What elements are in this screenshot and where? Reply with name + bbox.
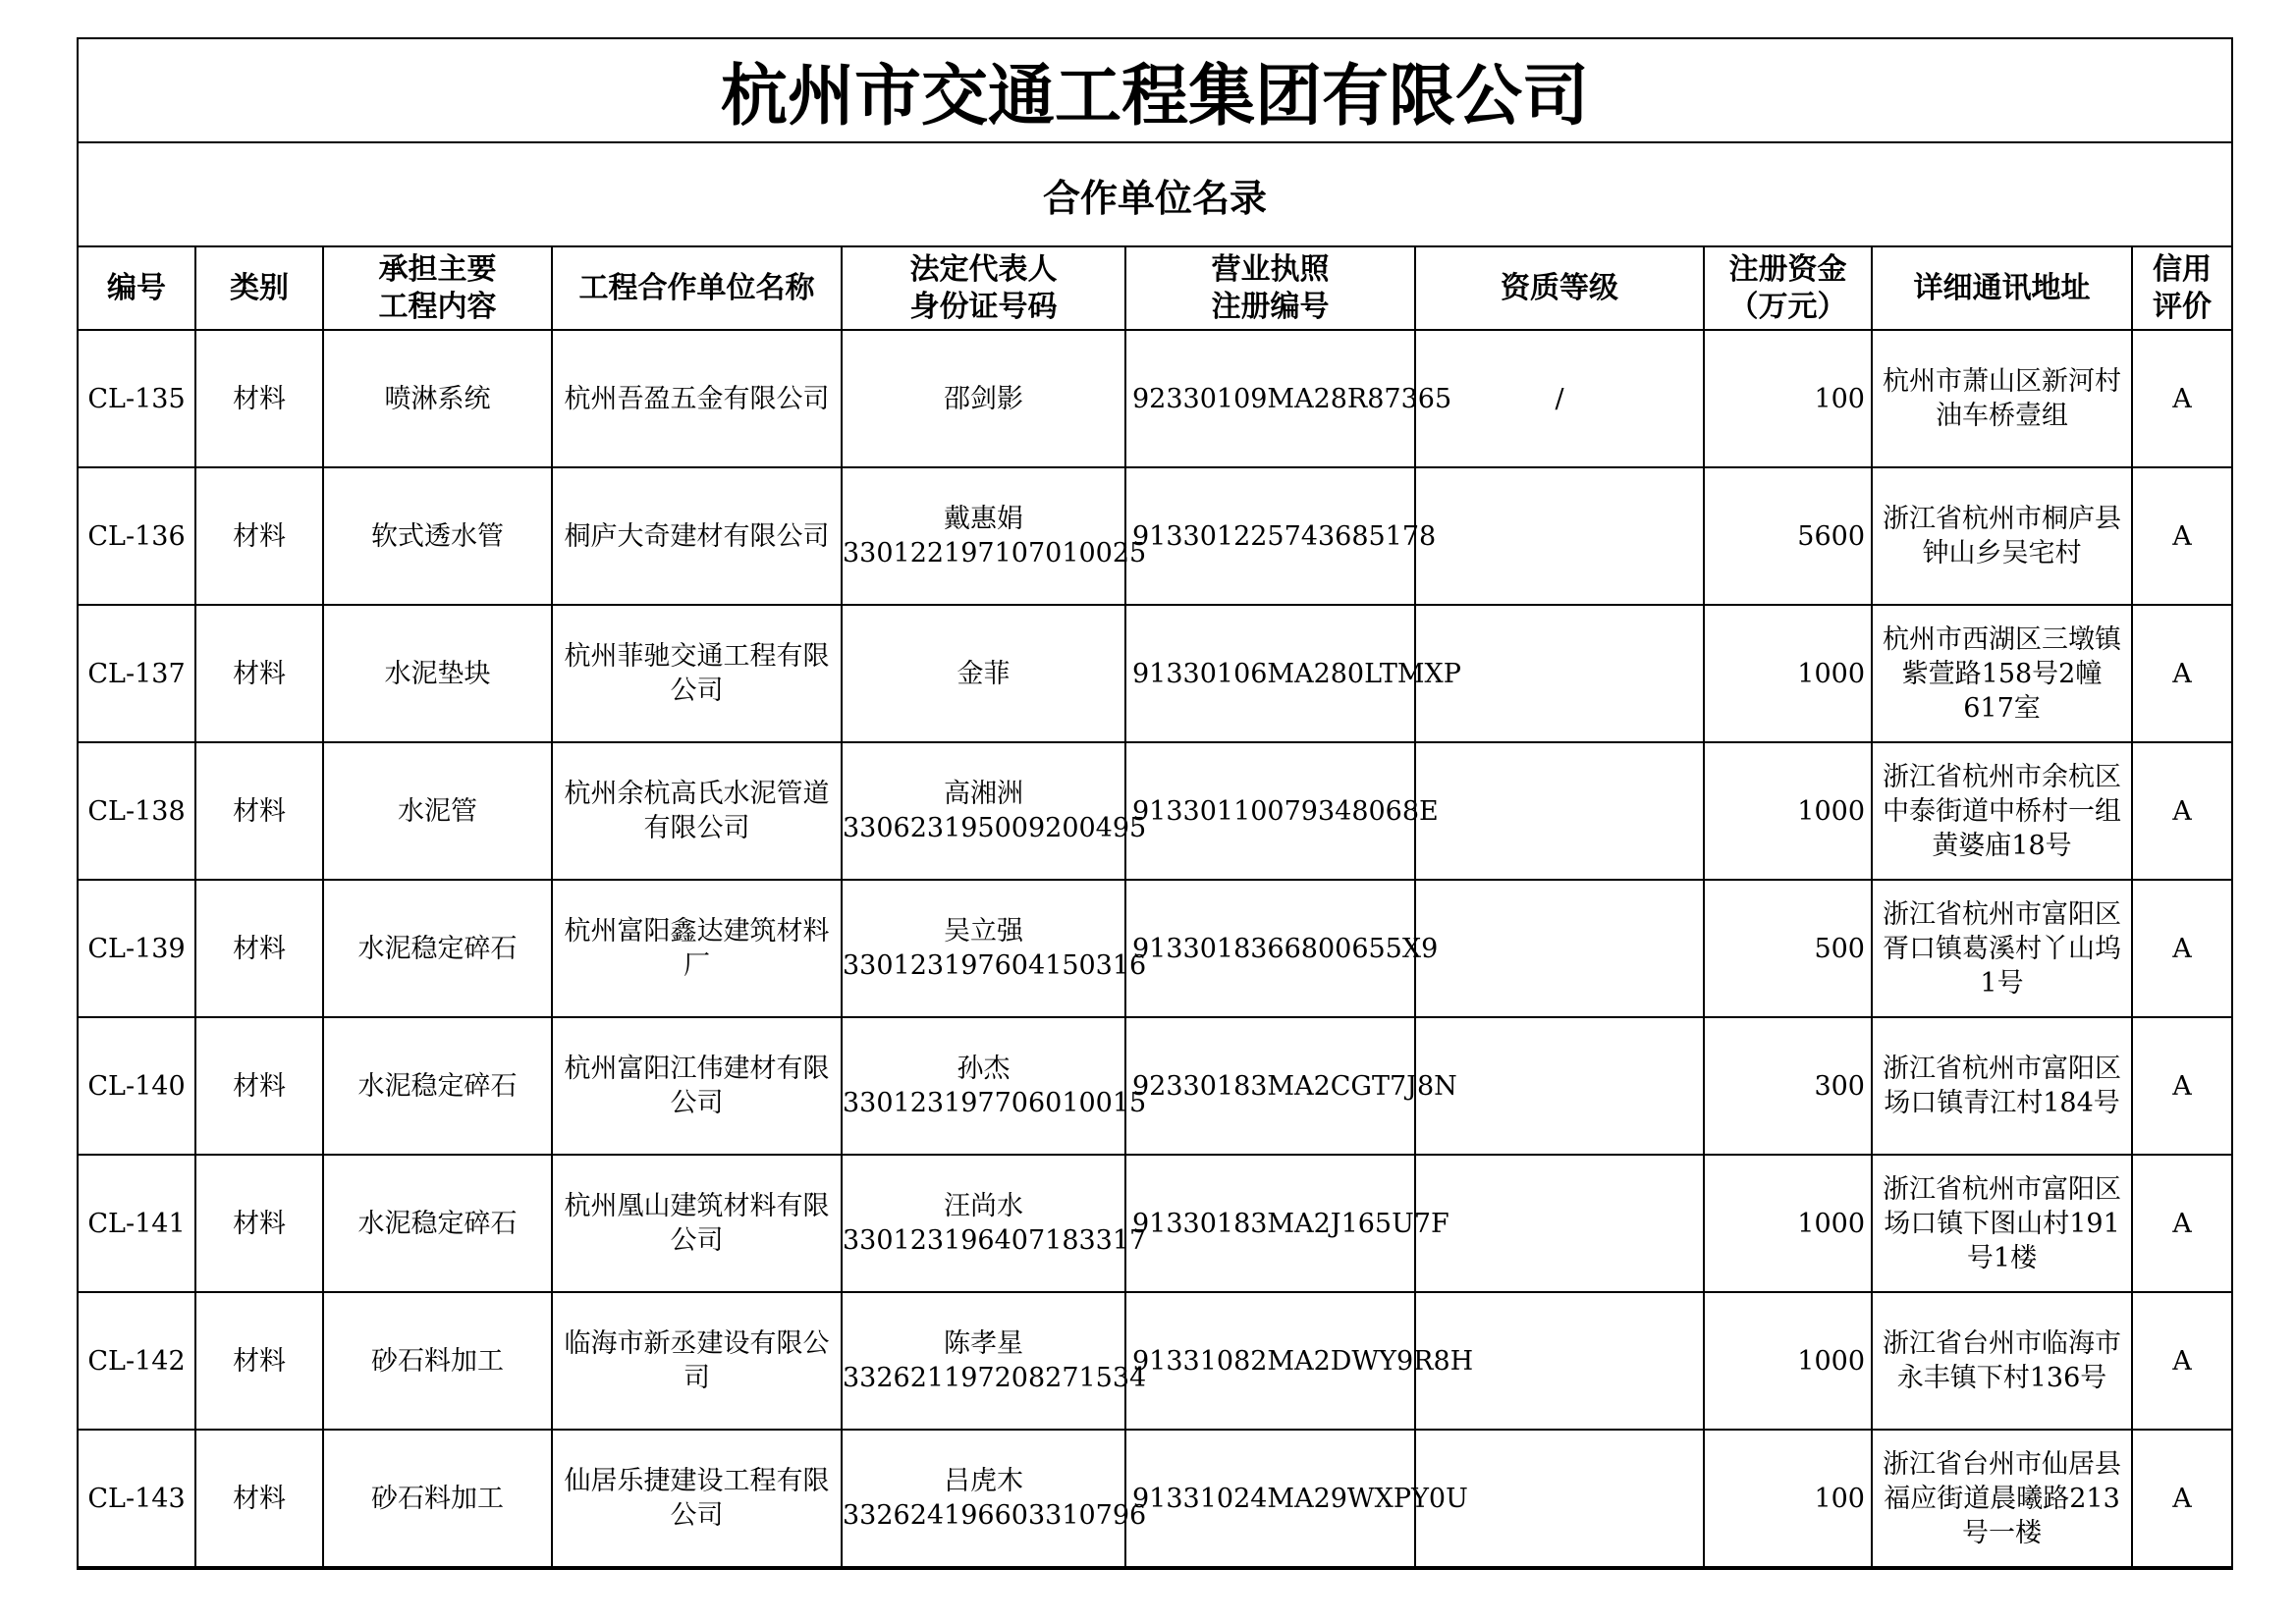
cell-capital-text: 1000 (1797, 1345, 1865, 1377)
cell-capital-text: 5600 (1797, 520, 1865, 552)
cell-address-text: 杭州市萧山区新河村油车桥壹组 (1883, 366, 2121, 431)
cell-category-text: 材料 (233, 520, 286, 552)
cell-content-text: 砂石料加工 (371, 1345, 504, 1377)
cell-qualification (1415, 330, 1704, 467)
cell-address-text: 浙江省杭州市余杭区中泰街道中桥村一组黄婆庙18号 (1883, 761, 2121, 861)
cell-id-text: CL-141 (87, 1208, 186, 1239)
cell-id-text: CL-139 (87, 933, 186, 964)
cell-qualification (1415, 880, 1704, 1017)
cell-partner-name (552, 1292, 842, 1430)
cell-id (79, 880, 195, 1017)
cell-partner-name (552, 467, 842, 605)
cell-content (323, 605, 552, 742)
legal-rep-id-number: 330122197107010025 (843, 538, 1147, 568)
cell-address-text: 浙江省台州市仙居县福应街道晨曦路213号一楼 (1883, 1448, 2121, 1548)
cell-id (79, 1017, 195, 1155)
cell-partner-name-text: 临海市新丞建设有限公司 (564, 1328, 830, 1393)
cell-category (195, 605, 323, 742)
cell-address-text: 浙江省台州市临海市永丰镇下村136号 (1883, 1328, 2121, 1393)
legal-rep-id-number: 332624196603310796 (843, 1500, 1147, 1531)
header-capital-line2: （万元） (1728, 289, 1847, 324)
cell-partner-name-text: 杭州富阳江伟建材有限公司 (564, 1054, 830, 1118)
cell-credit (2132, 467, 2231, 605)
cell-credit (2132, 1292, 2231, 1430)
cell-credit-text: A (2172, 1070, 2192, 1102)
header-content-line1: 承担主要 (378, 251, 497, 287)
header-content-line2: 工程内容 (378, 289, 497, 324)
cell-id (79, 1430, 195, 1567)
cell-license (1125, 1292, 1474, 1430)
cell-capital (1704, 1430, 1872, 1567)
cell-address-text: 浙江省杭州市富阳区胥口镇葛溪村丫山坞1号 (1883, 898, 2121, 999)
cell-address (1872, 742, 2132, 880)
table-row (79, 1430, 2231, 1567)
legal-rep-id-number: 330123196407183317 (843, 1225, 1147, 1256)
cell-id (79, 330, 195, 467)
cell-content-text: 软式透水管 (371, 520, 504, 552)
cell-content (323, 880, 552, 1017)
cell-id (79, 605, 195, 742)
cell-license-text: 9133018366800655X9 (1132, 933, 1439, 964)
cell-id-text: CL-140 (87, 1070, 186, 1102)
header-address: 详细通讯地址 (1872, 246, 2132, 330)
cell-capital (1704, 1292, 1872, 1430)
cell-license (1125, 742, 1439, 880)
cell-id-text: CL-135 (87, 383, 186, 414)
table-row (79, 1155, 2231, 1292)
header-credit (2132, 246, 2231, 330)
cell-content (323, 467, 552, 605)
table-row (79, 1292, 2231, 1430)
legal-rep-name: 吕虎木 (944, 1466, 1023, 1496)
cell-license (1125, 880, 1439, 1017)
header-legal-rep-line2: 身份证号码 (909, 289, 1058, 324)
cell-partner-name (552, 605, 842, 742)
cell-category-text: 材料 (233, 933, 286, 964)
header-credit-line1: 信用 (2153, 251, 2213, 287)
cell-license-text: 91331024MA29WXPY0U (1132, 1483, 1468, 1514)
cell-license (1125, 605, 1461, 742)
cell-partner-name (552, 1017, 842, 1155)
cell-content (323, 1292, 552, 1430)
cell-id (79, 467, 195, 605)
cell-credit (2132, 742, 2231, 880)
cell-category-text: 材料 (233, 1345, 286, 1377)
cell-address (1872, 605, 2132, 742)
cell-address (1872, 1017, 2132, 1155)
table-row (79, 880, 2231, 1017)
cell-capital (1704, 1017, 1872, 1155)
cell-license (1125, 467, 1437, 605)
cell-content (323, 330, 552, 467)
cell-partner-name-text: 杭州余杭高氏水泥管道有限公司 (564, 779, 830, 843)
cell-content-text: 水泥垫块 (384, 658, 491, 689)
cell-category (195, 467, 323, 605)
cell-credit (2132, 330, 2231, 467)
cell-address-text: 浙江省杭州市富阳区场口镇青江村184号 (1883, 1054, 2121, 1118)
cell-id (79, 1292, 195, 1430)
cell-qualification (1415, 742, 1704, 880)
header-id: 编号 (79, 246, 195, 330)
cell-capital-text: 1000 (1797, 795, 1865, 827)
cell-address (1872, 880, 2132, 1017)
cell-id-text: CL-143 (87, 1483, 186, 1514)
cell-address-text: 浙江省杭州市桐庐县钟山乡吴宅村 (1883, 504, 2121, 568)
legal-rep-name: 金菲 (957, 658, 1011, 689)
legal-rep-name: 陈孝星 (944, 1328, 1023, 1359)
header-license-line2: 注册编号 (1211, 289, 1330, 324)
cell-qualification (1415, 1155, 1704, 1292)
cell-legal-rep (842, 1292, 1147, 1430)
cell-address-text: 浙江省杭州市富阳区场口镇下图山村191号1楼 (1883, 1173, 2121, 1273)
cell-content-text: 水泥稳定碎石 (357, 933, 518, 964)
legal-rep-name: 高湘洲 (944, 779, 1023, 809)
cell-content-text: 喷淋系统 (384, 383, 491, 414)
table-row (79, 605, 2231, 742)
legal-rep-name: 戴惠娟 (944, 504, 1023, 534)
cell-license (1125, 1017, 1457, 1155)
cell-capital-text: 1000 (1797, 1208, 1865, 1239)
cell-content-text: 水泥稳定碎石 (357, 1070, 518, 1102)
cell-category (195, 1430, 323, 1567)
cell-license-text: 92330183MA2CGT7J8N (1132, 1070, 1457, 1102)
header-license-line1: 营业执照 (1211, 251, 1330, 287)
legal-rep-id-number: 330623195009200495 (843, 813, 1147, 843)
cell-capital (1704, 880, 1872, 1017)
cell-credit (2132, 880, 2231, 1017)
cell-category-text: 材料 (233, 1070, 286, 1102)
partner-directory-sheet (77, 37, 2233, 1570)
cell-category-text: 材料 (233, 658, 286, 689)
header-content (323, 246, 552, 330)
header-partner-name: 工程合作单位名称 (552, 246, 842, 330)
cell-category (195, 1292, 323, 1430)
cell-capital (1704, 1155, 1872, 1292)
cell-partner-name (552, 1155, 842, 1292)
header-capital (1704, 246, 1872, 330)
cell-credit-text: A (2172, 1345, 2192, 1377)
cell-partner-name-text: 杭州凰山建筑材料有限公司 (564, 1191, 830, 1256)
cell-credit (2132, 605, 2231, 742)
cell-id (79, 1155, 195, 1292)
cell-qualification (1415, 1017, 1704, 1155)
cell-address (1872, 1430, 2132, 1567)
cell-partner-name-text: 杭州菲驰交通工程有限公司 (564, 641, 830, 706)
legal-rep-id-number: 330123197706010015 (843, 1088, 1147, 1118)
cell-qualification (1415, 467, 1704, 605)
cell-capital (1704, 467, 1872, 605)
cell-category-text: 材料 (233, 795, 286, 827)
cell-capital-text: 500 (1814, 933, 1865, 964)
cell-qualification-text: / (1555, 383, 1564, 414)
cell-credit-text: A (2172, 795, 2192, 827)
cell-partner-name-text: 杭州富阳鑫达建筑材料厂 (564, 916, 830, 981)
cell-category-text: 材料 (233, 1483, 286, 1514)
cell-legal-rep (842, 1017, 1147, 1155)
cell-category-text: 材料 (233, 1208, 286, 1239)
cell-address (1872, 467, 2132, 605)
cell-license-text: 91330183MA2J165U7F (1132, 1208, 1449, 1239)
header-legal-rep (842, 246, 1125, 330)
header-credit-line2: 评价 (2153, 289, 2213, 324)
header-capital-line1: 注册资金 (1728, 251, 1847, 287)
cell-license-text: 913301225743685178 (1132, 520, 1437, 552)
cell-address (1872, 330, 2132, 467)
legal-rep-name: 孙杰 (957, 1054, 1011, 1084)
cell-id-text: CL-138 (87, 795, 186, 827)
cell-credit-text: A (2172, 658, 2192, 689)
cell-category (195, 1017, 323, 1155)
cell-legal-rep (842, 605, 1125, 742)
cell-legal-rep (842, 1155, 1147, 1292)
header-category: 类别 (195, 246, 323, 330)
cell-id-text: CL-142 (87, 1345, 186, 1377)
legal-rep-name: 邵剑影 (944, 383, 1023, 414)
directory-subtitle: 合作单位名录 (79, 142, 2231, 246)
cell-partner-name (552, 880, 842, 1017)
legal-rep-name: 汪尚水 (944, 1191, 1023, 1221)
cell-capital (1704, 742, 1872, 880)
cell-credit-text: A (2172, 383, 2192, 414)
cell-credit (2132, 1155, 2231, 1292)
cell-partner-name-text: 杭州吾盈五金有限公司 (564, 383, 830, 414)
table-header-row (79, 246, 2231, 330)
cell-license-text: 92330109MA28R87365 (1132, 383, 1452, 414)
cell-legal-rep (842, 880, 1147, 1017)
cell-content (323, 1155, 552, 1292)
legal-rep-name: 吴立强 (944, 916, 1023, 947)
cell-partner-name (552, 330, 842, 467)
cell-category (195, 1155, 323, 1292)
cell-capital-text: 100 (1814, 1483, 1865, 1514)
cell-credit-text: A (2172, 520, 2192, 552)
header-qualification: 资质等级 (1415, 246, 1704, 330)
table-row (79, 742, 2231, 880)
cell-credit-text: A (2172, 1483, 2192, 1514)
table-row (79, 467, 2231, 605)
cell-license (1125, 1155, 1449, 1292)
cell-capital-text: 300 (1814, 1070, 1865, 1102)
cell-id (79, 742, 195, 880)
cell-content (323, 1017, 552, 1155)
cell-content (323, 1430, 552, 1567)
cell-capital-text: 100 (1814, 383, 1865, 414)
cell-category (195, 330, 323, 467)
cell-credit-text: A (2172, 933, 2192, 964)
cell-id-text: CL-136 (87, 520, 186, 552)
cell-content-text: 水泥稳定碎石 (357, 1208, 518, 1239)
cell-category-text: 材料 (233, 383, 286, 414)
cell-license-text: 91331082MA2DWY9R8H (1132, 1345, 1474, 1377)
legal-rep-id-number: 332621197208271534 (843, 1363, 1147, 1393)
company-title: 杭州市交通工程集团有限公司 (79, 39, 2231, 142)
cell-partner-name-text: 桐庐大奇建材有限公司 (564, 520, 830, 552)
cell-capital (1704, 605, 1872, 742)
cell-credit-text: A (2172, 1208, 2192, 1239)
table-row (79, 1017, 2231, 1155)
cell-content (323, 742, 552, 880)
cell-credit (2132, 1430, 2231, 1567)
cell-partner-name (552, 742, 842, 880)
cell-address (1872, 1155, 2132, 1292)
cell-license-text: 91330110079348068E (1132, 795, 1439, 827)
cell-partner-name-text: 仙居乐捷建设工程有限公司 (564, 1466, 830, 1531)
partner-table (79, 39, 2231, 1568)
legal-rep-id-number: 330123197604150316 (843, 950, 1147, 981)
cell-content-text: 砂石料加工 (371, 1483, 504, 1514)
header-license (1125, 246, 1415, 330)
cell-address-text: 杭州市西湖区三墩镇紫萱路158号2幢617室 (1883, 623, 2121, 724)
cell-capital (1704, 330, 1872, 467)
cell-capital-text: 1000 (1797, 658, 1865, 689)
cell-license (1125, 330, 1452, 467)
cell-partner-name (552, 1430, 842, 1567)
cell-legal-rep (842, 467, 1147, 605)
header-legal-rep-line1: 法定代表人 (909, 251, 1058, 287)
cell-legal-rep (842, 1430, 1147, 1567)
cell-category (195, 742, 323, 880)
cell-license (1125, 1430, 1468, 1567)
cell-id-text: CL-137 (87, 658, 186, 689)
cell-content-text: 水泥管 (398, 795, 477, 827)
cell-credit (2132, 1017, 2231, 1155)
table-row (79, 330, 2231, 467)
cell-legal-rep (842, 742, 1147, 880)
cell-license-text: 91330106MA280LTMXP (1132, 658, 1461, 689)
cell-address (1872, 1292, 2132, 1430)
cell-legal-rep (842, 330, 1125, 467)
cell-category (195, 880, 323, 1017)
